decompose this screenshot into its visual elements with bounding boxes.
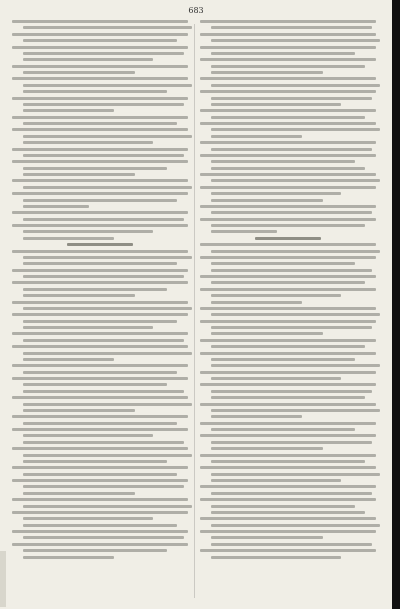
text-line xyxy=(12,301,188,304)
text-line xyxy=(12,466,188,469)
section-heading xyxy=(67,243,134,246)
text-line xyxy=(211,26,373,29)
text-line xyxy=(200,90,376,93)
text-line xyxy=(211,250,380,253)
text-line xyxy=(211,116,366,119)
text-line xyxy=(12,415,188,418)
text-line xyxy=(211,473,380,476)
left-column xyxy=(12,20,188,604)
text-line xyxy=(23,536,185,539)
text-line xyxy=(200,218,376,221)
text-line xyxy=(23,167,167,170)
text-line xyxy=(12,428,188,431)
text-line xyxy=(23,122,178,125)
text-line xyxy=(200,256,376,259)
text-line xyxy=(211,199,324,202)
text-line xyxy=(211,71,324,74)
text-line xyxy=(211,543,373,546)
text-line xyxy=(200,517,376,520)
library-stamp-tab xyxy=(0,551,6,607)
page-number: 683 xyxy=(188,6,204,15)
text-line xyxy=(200,205,376,208)
text-line xyxy=(23,422,178,425)
text-line xyxy=(23,71,136,74)
text-line xyxy=(23,230,153,233)
text-line xyxy=(211,326,373,329)
text-line xyxy=(211,135,303,138)
text-line xyxy=(12,224,188,227)
text-line xyxy=(23,339,185,342)
text-line xyxy=(211,301,303,304)
text-line xyxy=(211,179,380,182)
text-line xyxy=(211,524,380,527)
text-line xyxy=(23,505,192,508)
text-line xyxy=(12,77,188,80)
text-line xyxy=(23,556,115,559)
text-line xyxy=(200,530,376,533)
text-line xyxy=(23,262,178,265)
text-line xyxy=(200,549,376,552)
text-line xyxy=(211,224,366,227)
text-line xyxy=(211,52,355,55)
text-line xyxy=(23,141,153,144)
text-line xyxy=(211,148,373,151)
text-line xyxy=(23,109,115,112)
text-line xyxy=(23,409,136,412)
text-line xyxy=(200,383,376,386)
text-line xyxy=(211,269,373,272)
text-line xyxy=(23,103,185,106)
text-line xyxy=(23,199,178,202)
text-line xyxy=(211,167,366,170)
text-line xyxy=(211,460,366,463)
text-line xyxy=(12,364,188,367)
text-line xyxy=(200,422,376,425)
text-line xyxy=(12,20,188,23)
text-line xyxy=(12,192,188,195)
text-line xyxy=(23,403,192,406)
text-line xyxy=(23,294,136,297)
text-line xyxy=(211,511,366,514)
text-line xyxy=(211,492,373,495)
text-line xyxy=(12,543,188,546)
text-line xyxy=(200,288,376,291)
text-line xyxy=(211,262,355,265)
text-line xyxy=(211,97,373,100)
text-line xyxy=(23,549,167,552)
text-line xyxy=(12,65,188,68)
text-line xyxy=(23,186,192,189)
text-line xyxy=(23,492,136,495)
text-line xyxy=(12,281,188,284)
text-line xyxy=(12,179,188,182)
text-line xyxy=(12,97,188,100)
text-line xyxy=(12,269,188,272)
text-line xyxy=(200,320,376,323)
text-line xyxy=(23,173,136,176)
text-line xyxy=(23,441,185,444)
text-line xyxy=(200,403,376,406)
text-line xyxy=(200,275,376,278)
text-line xyxy=(12,498,188,501)
text-line xyxy=(211,294,341,297)
text-line xyxy=(23,320,178,323)
text-line xyxy=(23,473,178,476)
text-line xyxy=(23,434,153,437)
text-line xyxy=(211,103,341,106)
text-line xyxy=(12,313,188,316)
text-line xyxy=(23,39,178,42)
text-line xyxy=(23,383,167,386)
text-line xyxy=(211,364,380,367)
text-line xyxy=(12,46,188,49)
text-line xyxy=(211,281,366,284)
text-line xyxy=(200,466,376,469)
text-line xyxy=(23,326,153,329)
text-line xyxy=(12,33,188,36)
text-line xyxy=(12,377,188,380)
text-line xyxy=(211,358,355,361)
text-line xyxy=(200,20,376,23)
text-line xyxy=(211,396,366,399)
text-line xyxy=(211,390,373,393)
text-line xyxy=(23,84,192,87)
text-line xyxy=(211,84,380,87)
text-line xyxy=(211,505,355,508)
text-line xyxy=(12,116,188,119)
text-line xyxy=(200,498,376,501)
text-line xyxy=(23,154,185,157)
text-line xyxy=(211,409,380,412)
text-line xyxy=(200,33,376,36)
text-line xyxy=(200,109,376,112)
text-line xyxy=(200,58,376,61)
text-line xyxy=(211,39,380,42)
text-line xyxy=(200,141,376,144)
text-line xyxy=(23,26,192,29)
section-heading xyxy=(255,237,322,240)
text-line xyxy=(211,377,341,380)
text-line xyxy=(23,256,192,259)
text-line xyxy=(12,211,188,214)
text-line xyxy=(200,339,376,342)
text-line xyxy=(211,211,373,214)
text-line xyxy=(23,58,153,61)
text-line xyxy=(211,128,380,131)
text-line xyxy=(12,511,188,514)
text-line xyxy=(200,154,376,157)
text-line xyxy=(200,122,376,125)
text-line xyxy=(12,345,188,348)
text-line xyxy=(200,77,376,80)
text-line xyxy=(211,65,366,68)
text-line xyxy=(23,371,178,374)
text-line xyxy=(200,46,376,49)
text-line xyxy=(211,428,355,431)
text-line xyxy=(211,447,324,450)
text-line xyxy=(200,371,376,374)
text-line xyxy=(23,358,115,361)
text-line xyxy=(12,128,188,131)
text-line xyxy=(211,313,380,316)
text-line xyxy=(12,530,188,533)
text-line xyxy=(23,288,167,291)
text-line xyxy=(211,415,303,418)
text-line xyxy=(23,205,90,208)
text-line xyxy=(211,345,366,348)
text-line xyxy=(200,186,376,189)
text-line xyxy=(23,390,185,393)
text-line xyxy=(200,434,376,437)
text-line xyxy=(211,230,278,233)
text-line xyxy=(200,173,376,176)
right-column xyxy=(200,20,376,604)
text-line xyxy=(12,479,188,482)
text-line xyxy=(12,148,188,151)
text-line xyxy=(23,352,192,355)
text-line xyxy=(12,250,188,253)
text-line xyxy=(23,485,185,488)
text-line xyxy=(211,479,341,482)
text-line xyxy=(23,237,115,240)
text-line xyxy=(211,556,341,559)
text-line xyxy=(23,517,153,520)
text-line xyxy=(200,307,376,310)
text-line xyxy=(211,332,324,335)
column-divider xyxy=(194,24,195,598)
text-line xyxy=(12,447,188,450)
text-line xyxy=(23,460,167,463)
text-line xyxy=(200,454,376,457)
text-line xyxy=(23,307,192,310)
text-line xyxy=(23,218,185,221)
text-line xyxy=(23,90,167,93)
text-line xyxy=(12,160,188,163)
text-line xyxy=(211,192,341,195)
text-line xyxy=(200,352,376,355)
text-line xyxy=(211,160,355,163)
text-line xyxy=(12,332,188,335)
text-line xyxy=(200,243,376,246)
text-line xyxy=(211,441,373,444)
text-line xyxy=(23,275,185,278)
text-line xyxy=(211,536,324,539)
text-line xyxy=(23,524,178,527)
text-line xyxy=(23,52,185,55)
text-line xyxy=(200,485,376,488)
text-line xyxy=(23,454,192,457)
text-line xyxy=(23,135,192,138)
text-line xyxy=(12,396,188,399)
